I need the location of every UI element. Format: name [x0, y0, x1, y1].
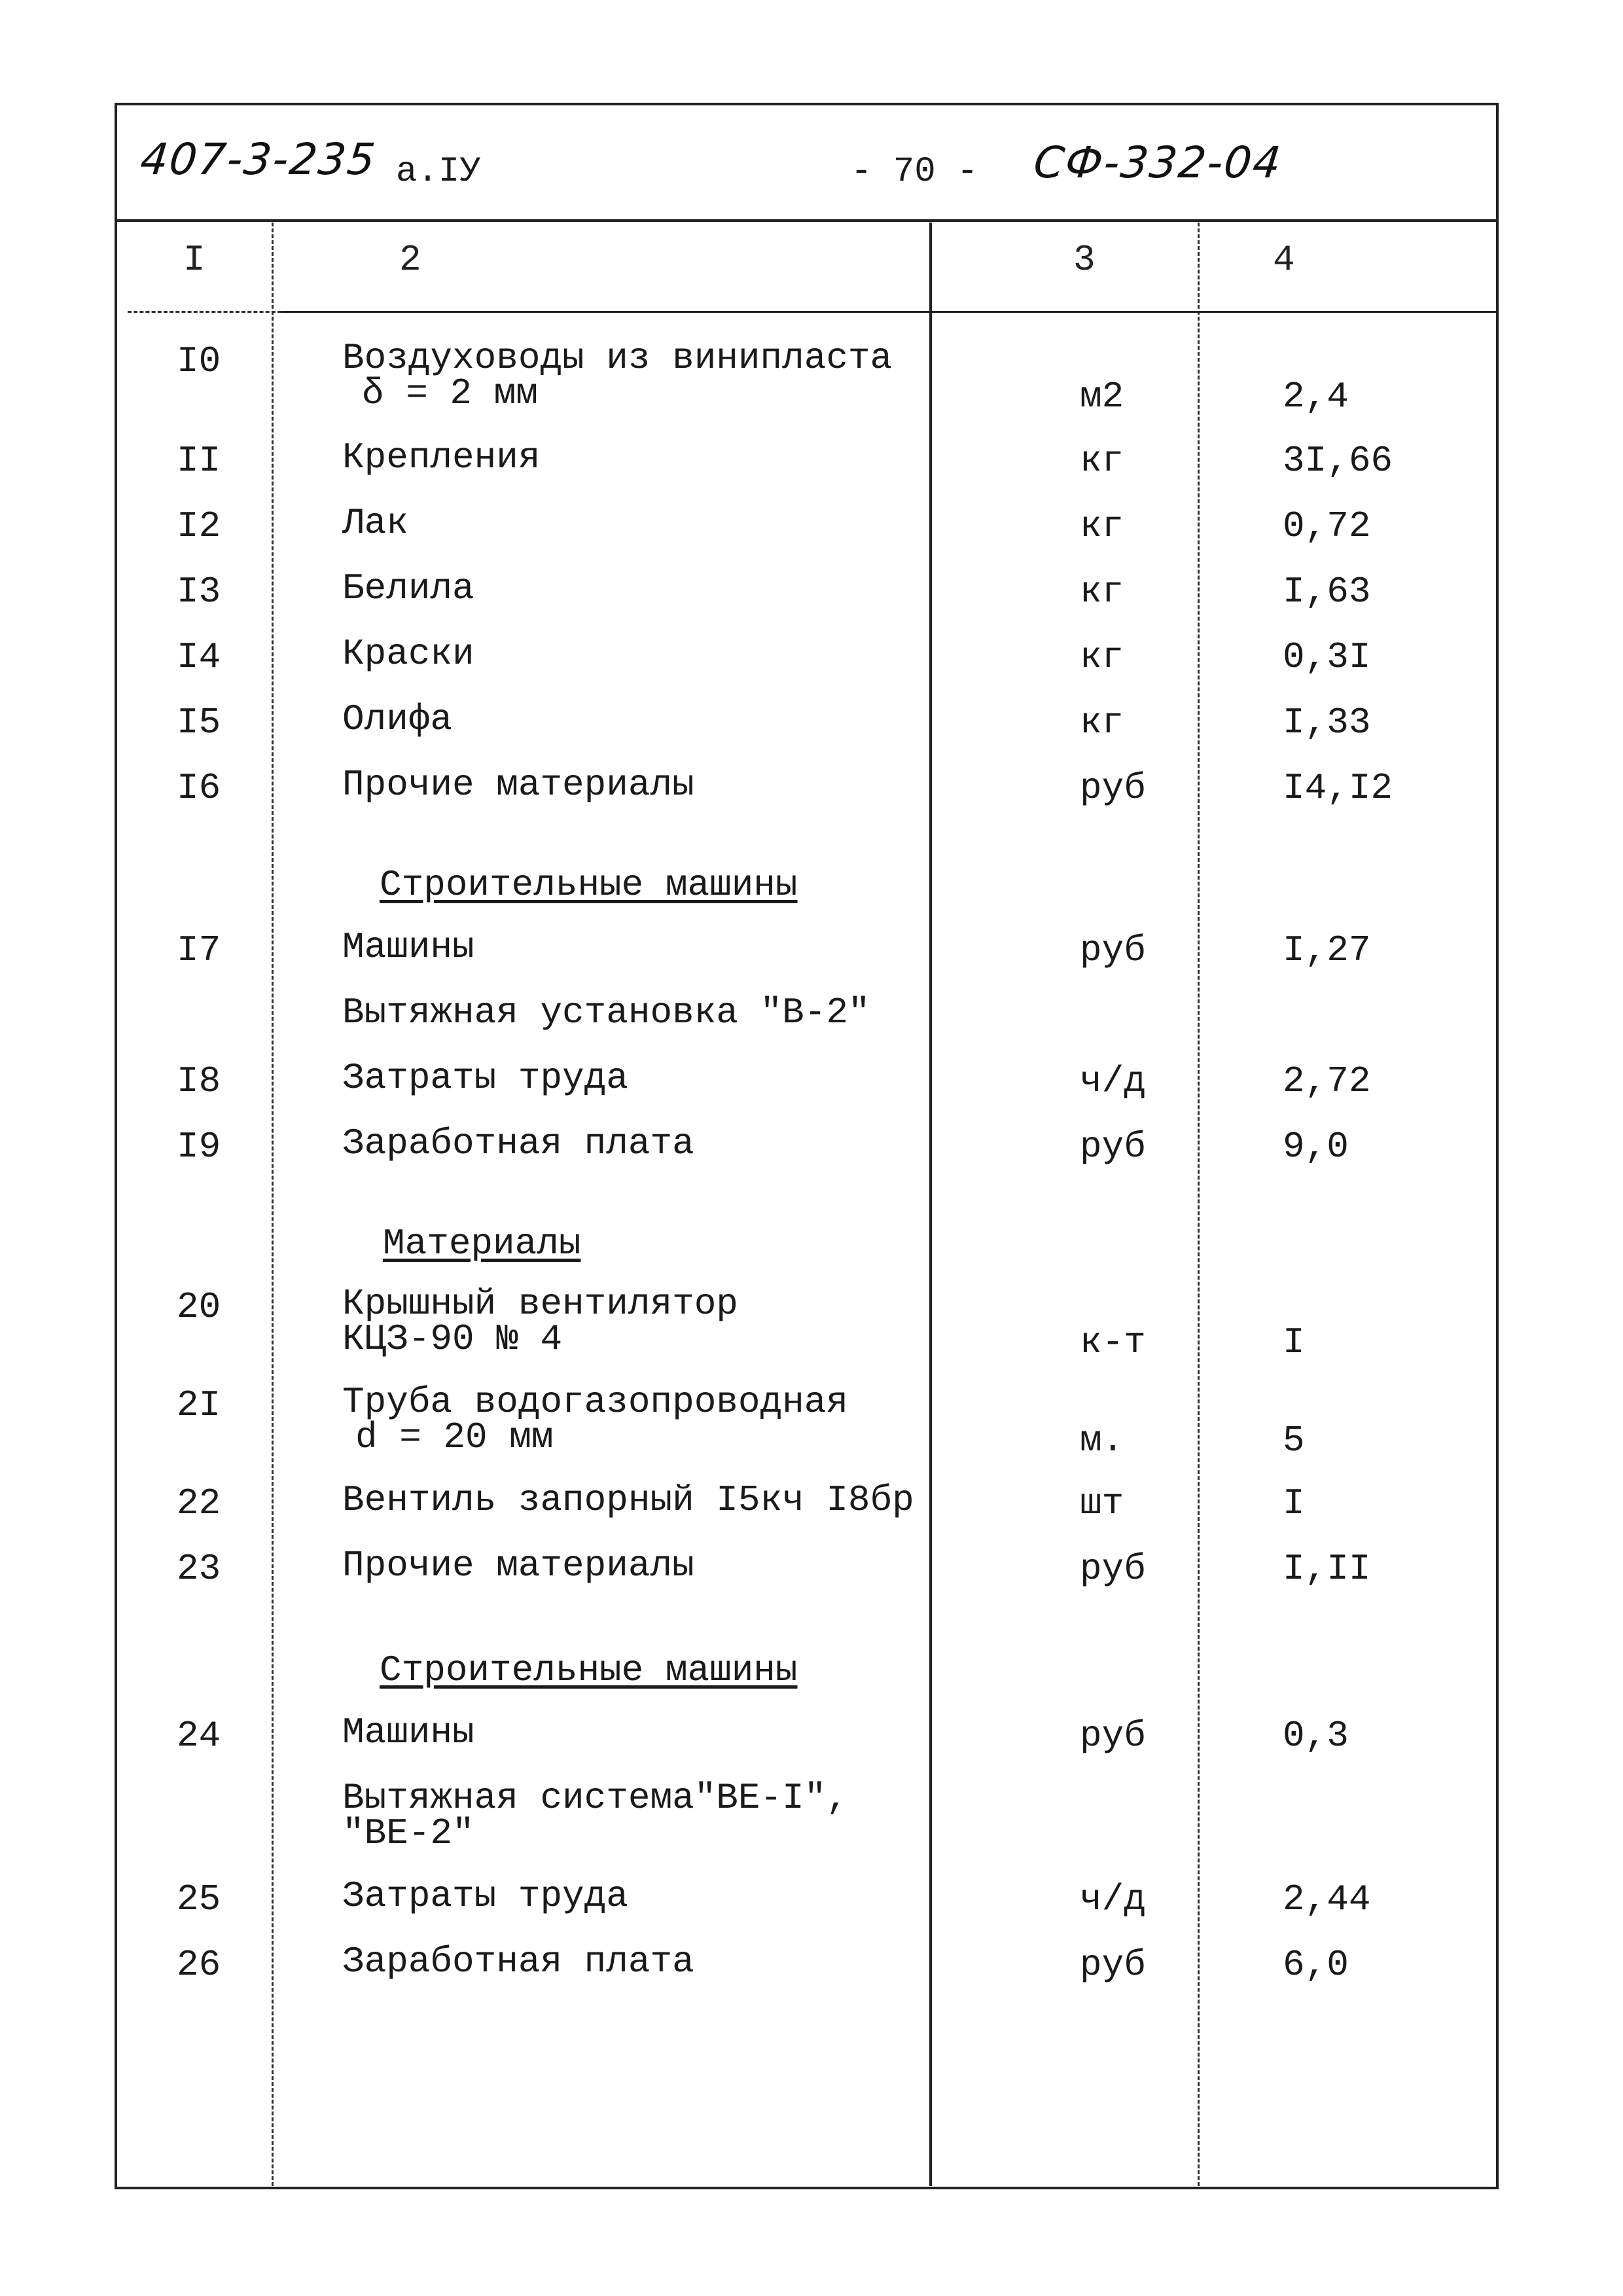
row-unit: м2	[1080, 376, 1124, 418]
row-number: I7	[177, 929, 221, 971]
row-value: 2,72	[1283, 1060, 1371, 1102]
row-name-line1: Вытяжная система"ВЕ-I",	[342, 1777, 848, 1819]
frame-left-line	[115, 103, 117, 2189]
row-name: Машины	[342, 1712, 474, 1753]
row-name: Затраты труда	[342, 1057, 628, 1099]
page-number: - 70 -	[851, 152, 978, 192]
row-name: Заработная плата	[342, 1941, 694, 1982]
row-name: Прочие материалы	[342, 764, 694, 806]
frame-right-line	[1496, 103, 1499, 2189]
row-unit: руб	[1080, 929, 1146, 971]
row-value: 0,3I	[1283, 636, 1371, 678]
row-unit: ч/д	[1080, 1060, 1146, 1102]
row-value: 0,3	[1283, 1715, 1349, 1757]
row-value: 2,44	[1283, 1878, 1371, 1920]
row-number: 26	[177, 1944, 221, 1986]
section-heading: Материалы	[383, 1223, 581, 1265]
row-name: Затраты труда	[342, 1875, 628, 1917]
row-unit: ч/д	[1080, 1878, 1146, 1920]
row-value: 2,4	[1283, 376, 1349, 418]
row-unit: руб	[1080, 1715, 1146, 1757]
row-unit: руб	[1080, 1548, 1146, 1590]
row-unit: руб	[1080, 1944, 1146, 1986]
row-unit: кг	[1080, 702, 1124, 744]
row-number: I3	[177, 571, 221, 613]
row-name: Вентиль запорный I5кч I8бр	[342, 1479, 914, 1521]
album-label: а.IУ	[396, 152, 481, 192]
header-separator-line	[115, 219, 1499, 222]
col3-separator	[1198, 223, 1200, 2186]
row-value: 5	[1283, 1420, 1305, 1462]
row-unit: руб	[1080, 1126, 1146, 1168]
row-name: Крепления	[342, 437, 541, 478]
row-name: Лак	[342, 502, 408, 544]
row-name: Белила	[342, 567, 474, 609]
row-number: I5	[177, 702, 221, 744]
row-value: I	[1283, 1321, 1305, 1363]
row-number: 20	[177, 1286, 221, 1328]
row-value: 6,0	[1283, 1944, 1349, 1986]
row-number: I2	[177, 505, 221, 547]
section-heading: Строительные машины	[380, 864, 798, 906]
row-name-line1: Крышный вентилятор	[342, 1283, 738, 1325]
row-number: 2I	[177, 1384, 221, 1426]
row-unit: руб	[1080, 767, 1146, 809]
row-number: I0	[177, 340, 221, 382]
row-name	[342, 1381, 848, 1458]
frame-bottom-line	[115, 2187, 1499, 2189]
column-header-1: I	[183, 239, 205, 281]
row-name: Вытяжная установка "В-2"	[342, 992, 870, 1033]
row-name: Заработная плата	[342, 1122, 694, 1164]
row-name-line2: d = 20 мм	[355, 1416, 554, 1458]
row-value: I,II	[1283, 1548, 1371, 1590]
row-number: I4	[177, 636, 221, 678]
doc-code-right: СФ-332-04	[1031, 137, 1285, 188]
row-name-line2: "ВЕ-2"	[342, 1812, 474, 1854]
row-name-line2: δ = 2 мм	[362, 372, 538, 414]
row-number: 23	[177, 1548, 221, 1590]
row-name-line1: Труба водогазопроводная	[342, 1381, 848, 1423]
row-name: Краски	[342, 633, 474, 675]
section-heading: Строительные машины	[380, 1649, 798, 1691]
row-value: I,63	[1283, 571, 1371, 613]
row-number: I6	[177, 767, 221, 809]
row-unit: кг	[1080, 505, 1124, 547]
row-name: Прочие материалы	[342, 1545, 694, 1587]
row-name-line1: Воздуховоды из винипласта	[342, 337, 893, 379]
row-number: 24	[177, 1715, 221, 1757]
row-value: 0,72	[1283, 505, 1371, 547]
row-unit: к-т	[1080, 1321, 1146, 1363]
row-unit: м.	[1080, 1420, 1124, 1462]
frame-top-line	[115, 103, 1499, 105]
row-value: 3I,66	[1283, 440, 1393, 482]
row-name-line2: КЦЗ-90 № 4	[342, 1318, 563, 1360]
row-number: I9	[177, 1126, 221, 1168]
row-unit: кг	[1080, 571, 1124, 613]
column-header-4: 4	[1273, 239, 1295, 281]
row-value: I	[1283, 1482, 1305, 1524]
row-name	[342, 337, 893, 414]
doc-code-left: 407-3-235	[137, 134, 379, 185]
row-number: I8	[177, 1060, 221, 1102]
row-number: II	[177, 440, 221, 482]
row-value: I,33	[1283, 702, 1371, 744]
row-name	[342, 1777, 848, 1854]
col2-separator	[929, 223, 932, 2186]
row-name	[342, 1283, 738, 1360]
row-value: 9,0	[1283, 1126, 1349, 1168]
row-number: 22	[177, 1482, 221, 1524]
column-header-underline	[128, 311, 281, 313]
column-header-3: 3	[1073, 239, 1096, 281]
col1-separator	[272, 223, 274, 2186]
column-header-2: 2	[399, 239, 421, 281]
row-value: I4,I2	[1283, 767, 1393, 809]
column-header-line	[281, 311, 1499, 313]
row-unit: кг	[1080, 636, 1124, 678]
row-unit: шт	[1080, 1482, 1124, 1524]
row-name: Машины	[342, 926, 474, 968]
row-unit: кг	[1080, 440, 1124, 482]
row-number: 25	[177, 1878, 221, 1920]
row-name: Олифа	[342, 698, 453, 740]
row-value: I,27	[1283, 929, 1371, 971]
